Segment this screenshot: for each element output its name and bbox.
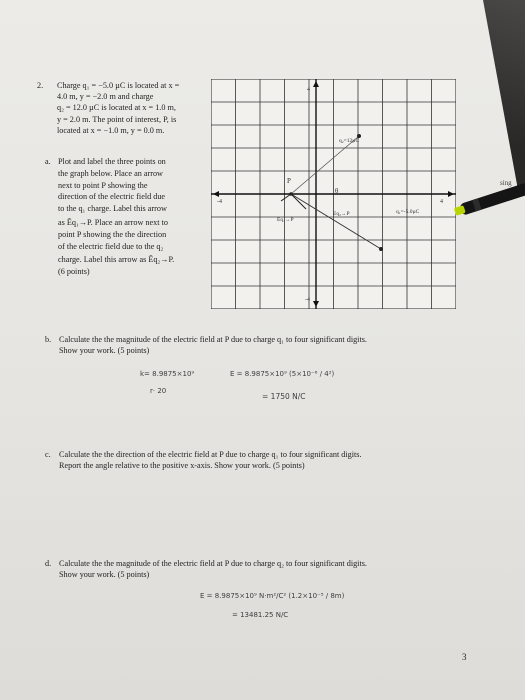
part-a-line: Plot and label the three points on bbox=[58, 157, 166, 166]
part-a-label: a. bbox=[45, 157, 51, 166]
page-number: 3 bbox=[462, 652, 467, 662]
label-e-q1: Eq₁→P bbox=[277, 217, 294, 223]
handwriting-b-k: k= 8.9875×10⁹ bbox=[140, 370, 195, 378]
question-line: 4.0 m, y = −2.0 m and charge bbox=[57, 92, 154, 102]
part-b-line: Show your work. (5 points) bbox=[59, 346, 150, 356]
part-c-line: Calculate the the direction of the electric field at P due to charge q₁ to four significant digits. bbox=[59, 450, 362, 459]
question-line: y = 2.0 m. The point of interest, P, is bbox=[57, 114, 177, 124]
part-d-line: Calculate the the magnitude of the electric field at P due to charge q₂ to four significant digits. bbox=[59, 559, 367, 568]
part-d-line: Show your work. (5 points) bbox=[59, 570, 150, 580]
coordinate-grid bbox=[211, 79, 456, 309]
label-theta: θ bbox=[335, 187, 339, 195]
handwriting-b-formula: E = 8.9875×10⁹ (5×10⁻⁶ / 4²) bbox=[230, 370, 335, 378]
part-a-line: (6 points) bbox=[58, 267, 90, 277]
part-d-label: d. bbox=[45, 559, 52, 568]
part-a-line: as Ēq₁→P. Place an arrow next to bbox=[58, 217, 168, 227]
point-q1 bbox=[379, 247, 383, 251]
x-right-tick: 4 bbox=[440, 199, 443, 205]
part-a-line: to the q₁ charge. Label this arrow bbox=[58, 204, 167, 214]
part-a-text bbox=[58, 156, 208, 278]
part-a-line: direction of the electric field due bbox=[58, 192, 166, 202]
part-b-line: Calculate the the magnitude of the electric field at P due to charge q₁ to four significant digits. bbox=[59, 335, 367, 344]
question-number: 2. bbox=[37, 81, 44, 90]
part-a-line: next to point P showing the bbox=[58, 180, 148, 190]
question-line: Charge q₁ = −5.0 µC is located at x = bbox=[57, 81, 180, 90]
part-c-line: Report the angle relative to the positive x-axis. Show your work. (5 points) bbox=[59, 461, 305, 471]
question-text bbox=[57, 80, 207, 136]
question-line: located at x = −1.0 m, y = 0.0 m. bbox=[57, 125, 165, 135]
part-d-text bbox=[59, 558, 479, 580]
part-c-text bbox=[59, 449, 479, 471]
label-q2: q₂=12µC bbox=[339, 138, 360, 144]
x-left-tick: -4 bbox=[217, 199, 222, 205]
side-text: sing bbox=[500, 179, 512, 187]
y-top-tick: 4 bbox=[307, 87, 310, 93]
label-q1: q₁=-5.0µC bbox=[396, 209, 420, 215]
part-a-line: point P showing the the direction bbox=[58, 229, 167, 239]
part-b-label: b. bbox=[45, 335, 52, 344]
part-a-line: the graph below. Place an arrow bbox=[58, 168, 163, 178]
part-c-label: c. bbox=[45, 450, 51, 459]
handwriting-b-r: r· 20 bbox=[150, 387, 167, 395]
part-a-line: charge. Label this arrow as Ēq₂→P. bbox=[58, 255, 175, 265]
label-e-q2: Eq₂→P bbox=[333, 211, 350, 217]
y-bottom-tick: -4 bbox=[305, 297, 310, 303]
handwriting-d-result: = 13481.25 N/C bbox=[232, 611, 289, 619]
handwriting-d-formula: E = 8.9875×10⁹ N·m²/C² (1.2×10⁻⁵ / 8m) bbox=[200, 592, 345, 600]
handwriting-b-result: = 1750 N/C bbox=[262, 392, 306, 401]
question-line: q₂ = 12.0 µC is located at x = 1.0 m, bbox=[57, 103, 176, 113]
part-a-line: of the electric field due to the q₂ bbox=[58, 241, 164, 251]
label-p: P bbox=[287, 177, 291, 185]
part-b-text bbox=[59, 334, 479, 356]
